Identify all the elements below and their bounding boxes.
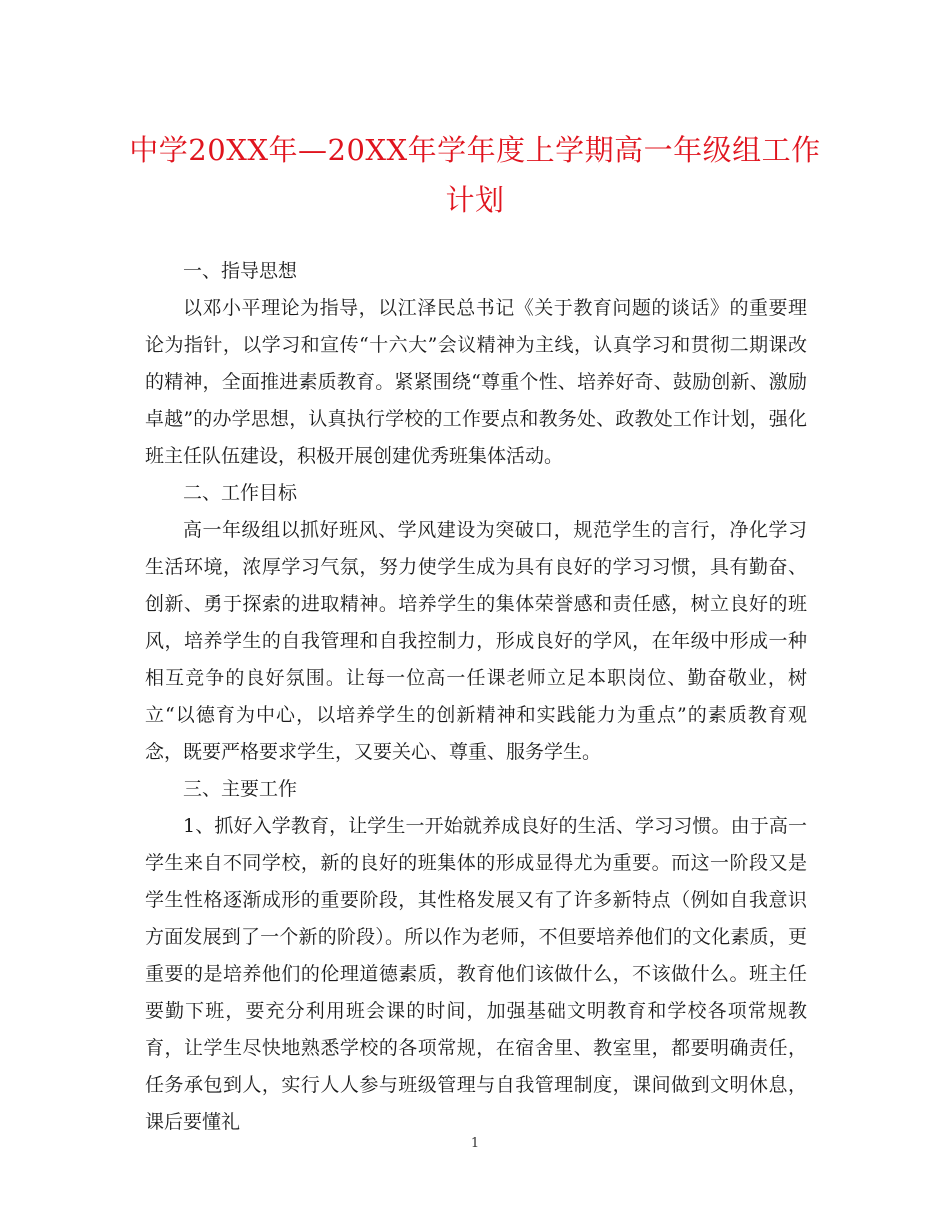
- section-paragraph: 以邓小平理论为指导，以江泽民总书记《关于教育问题的谈话》的重要理论为指针，以学习和宣传“十六大”会议精神为主线，认真学习和贯彻二期课改的精神，全面推进素质教育。紧紧围绕“尊重个性、培养好奇、鼓励创新、激励卓越”的办学思想，认真执行学校的工作要点和教务处、政教处工作计划，强化班主任队伍建设，积极开展创建优秀班集体活动。: [145, 297, 807, 467]
- document-body: [145, 253, 807, 1141]
- section-heading-main-work: 三、主要工作: [183, 778, 298, 800]
- section-heading-guiding-ideology: 一、指导思想: [183, 260, 298, 282]
- section-heading-work-goals: 二、工作目标: [183, 482, 298, 504]
- document-title: 中学20XX年—20XX年学年度上学期高一年级组工作计划: [129, 133, 821, 217]
- page-number: 1: [470, 1136, 480, 1151]
- section-paragraph: 1、抓好入学教育，让学生一开始就养成良好的生活、学习习惯。由于高一学生来自不同学校，新的良好的班集体的形成显得尤为重要。而这一阶段又是学生性格逐渐成形的重要阶段，其性格发展又有了许多新特点（例如自我意识方面发展到了一个新的阶段）。所以作为老师，不但要培养他们的文化素质，更重要的是培养他们的伦理道德素质，教育他们该做什么，不该做什么。班主任要勤下班，要充分利用班会课的时间，加强基础文明教育和学校各项常规教育，让学生尽快地熟悉学校的各项常规，在宿舍里、教室里，都要明确责任，任务承包到人，实行人人参与班级管理与自我管理制度，课间做到文明休息，课后要懂礼: [145, 815, 807, 1133]
- section-paragraph: 高一年级组以抓好班风、学风建设为突破口，规范学生的言行，净化学习生活环境，浓厚学习气氛，努力使学生成为具有良好的学习习惯，具有勤奋、创新、勇于探索的进取精神。培养学生的集体荣誉感和责任感，树立良好的班风，培养学生的自我管理和自我控制力，形成良好的学风，在年级中形成一种相互竞争的良好氛围。让每一位高一任课老师立足本职岗位、勤奋敬业，树立“以德育为中心，以培养学生的创新精神和实践能力为重点”的素质教育观念，既要严格要求学生，又要关心、尊重、服务学生。: [145, 519, 807, 763]
